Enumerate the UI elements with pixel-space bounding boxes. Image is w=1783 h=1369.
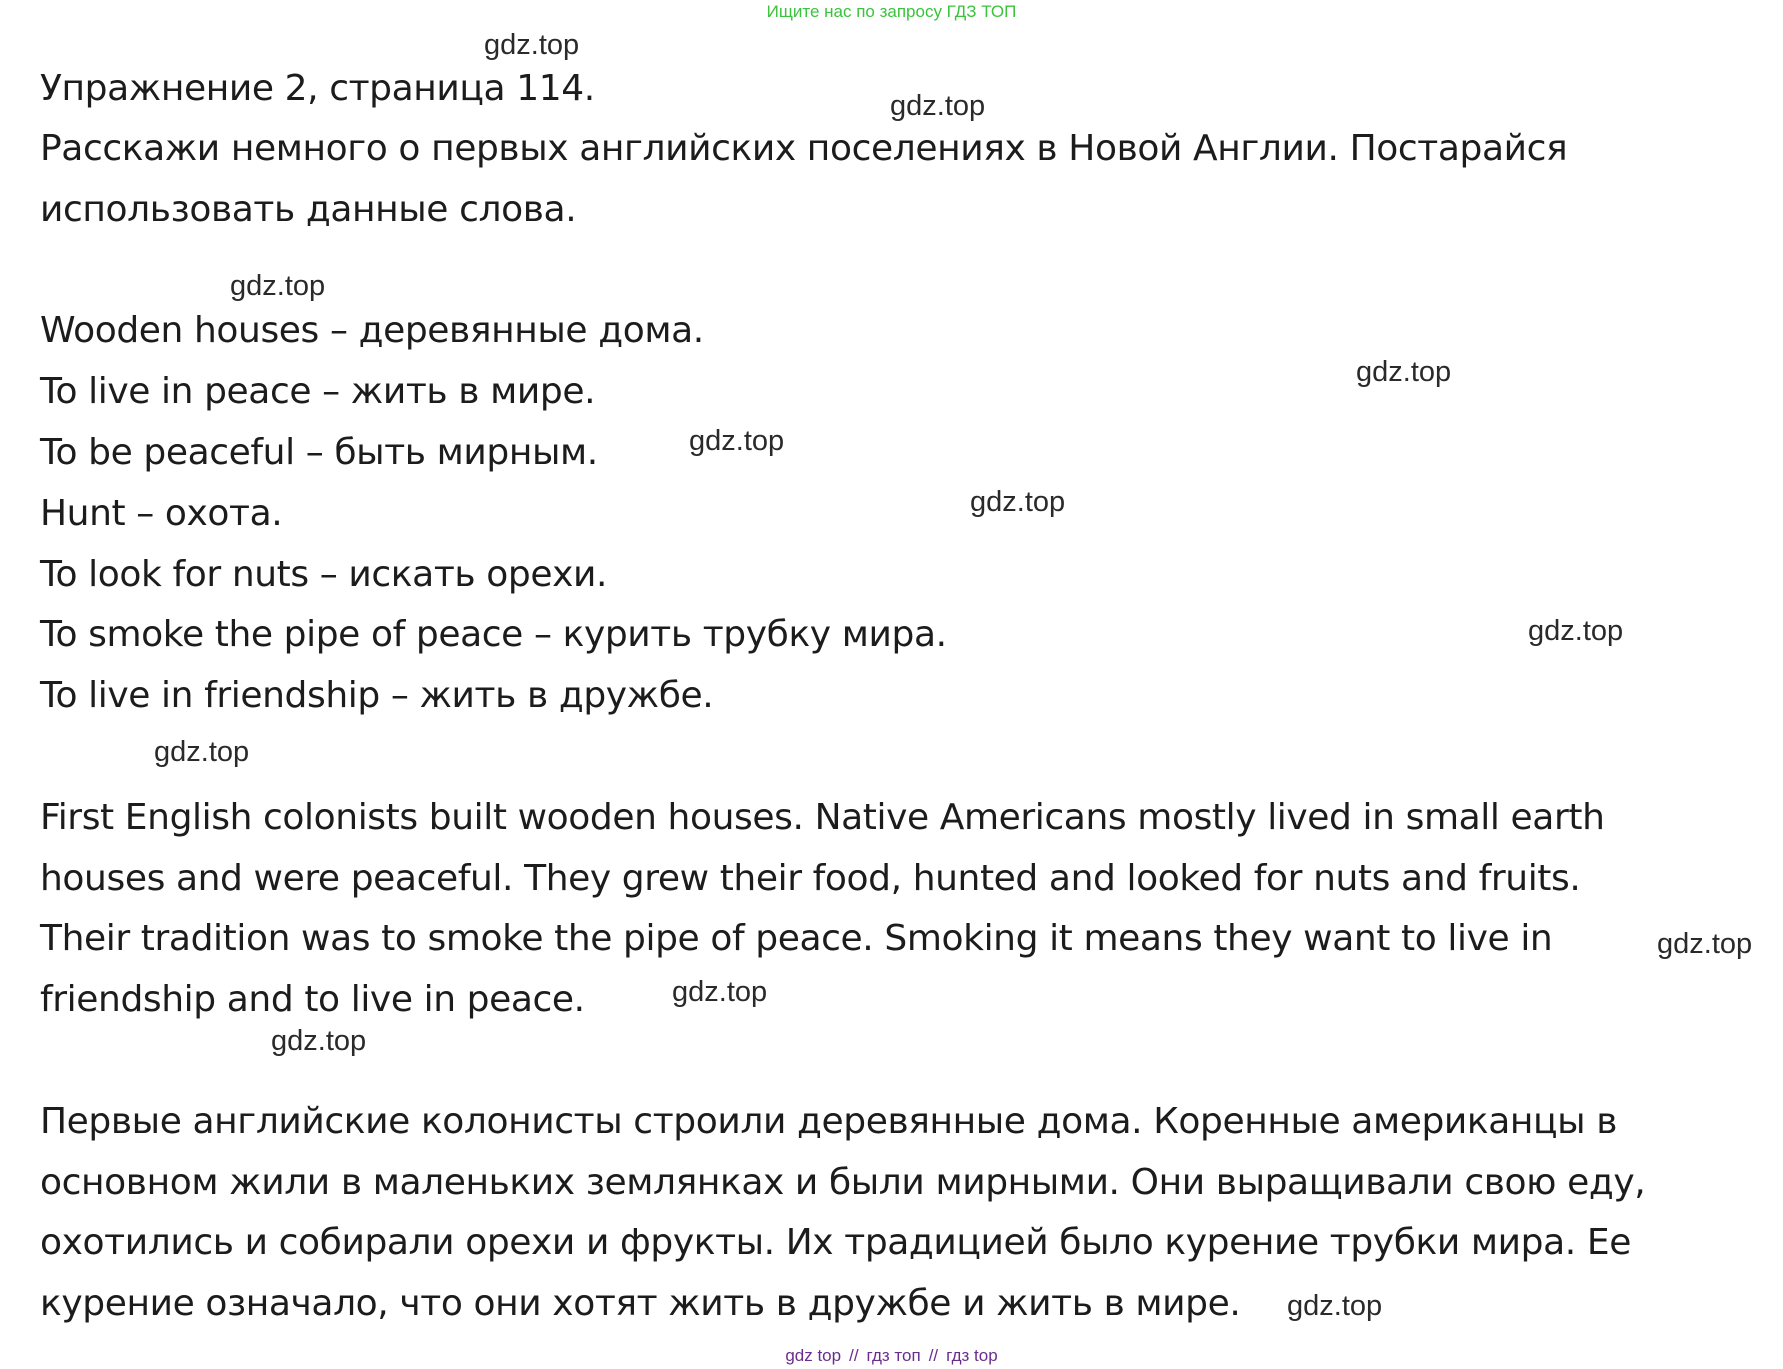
footer-link[interactable]: гдз top xyxy=(946,1346,998,1365)
footer-separator: // xyxy=(849,1346,859,1365)
vocab-item: To smoke the pipe of peace – курить трубку мира. xyxy=(40,614,947,655)
russian-text-line: курение означало, что они хотят жить в дружбе и жить в мире. xyxy=(40,1283,1241,1324)
vocab-item: Hunt – охота. xyxy=(40,493,283,534)
vocab-item: To live in friendship – жить в дружбе. xyxy=(40,675,714,716)
footer-separator: // xyxy=(928,1346,939,1365)
watermark: gdz.top xyxy=(672,976,768,1008)
footer-link[interactable]: гдз топ xyxy=(866,1346,921,1365)
watermark: gdz.top xyxy=(689,425,785,457)
top-banner: Ищите нас по запросу ГДЗ ТОП xyxy=(766,2,1017,21)
vocab-item: Wooden houses – деревянные дома. xyxy=(40,310,704,351)
watermark: gdz.top xyxy=(1287,1290,1383,1322)
english-text-line: friendship and to live in peace. xyxy=(40,979,585,1020)
vocab-item: To live in peace – жить в мире. xyxy=(40,371,596,412)
footer-links xyxy=(0,1346,1783,1366)
watermark: gdz.top xyxy=(1356,356,1452,388)
watermark: gdz.top xyxy=(230,270,326,302)
watermark: gdz.top xyxy=(1657,928,1753,960)
vocab-item: To look for nuts – искать орехи. xyxy=(40,554,608,595)
russian-text-line: Первые английские колонисты строили деревянные дома. Коренные американцы в xyxy=(40,1101,1618,1142)
russian-text-line: основном жили в маленьких землянках и были мирными. Они выращивали свою еду, xyxy=(40,1162,1646,1203)
watermark: gdz.top xyxy=(890,90,986,122)
english-text-line: First English colonists built wooden houses. Native Americans mostly lived in small earth xyxy=(40,797,1605,838)
page-heading: Упражнение 2, страница 114. xyxy=(40,68,595,109)
vocab-item: To be peaceful – быть мирным. xyxy=(40,432,598,473)
watermark: gdz.top xyxy=(970,486,1066,518)
watermark: gdz.top xyxy=(154,736,250,768)
english-text-line: Their tradition was to smoke the pipe of peace. Smoking it means they want to live in xyxy=(40,918,1553,959)
russian-text-line: охотились и собирали орехи и фрукты. Их традицией было курение трубки мира. Ее xyxy=(40,1222,1631,1263)
watermark: gdz.top xyxy=(271,1025,367,1057)
english-text-line: houses and were peaceful. They grew their food, hunted and looked for nuts and fruits. xyxy=(40,858,1581,899)
task-line: Расскажи немного о первых английских поселениях в Новой Англии. Постарайся xyxy=(40,128,1568,169)
watermark: gdz.top xyxy=(484,29,580,61)
watermark: gdz.top xyxy=(1528,615,1624,647)
task-line: использовать данные слова. xyxy=(40,189,577,230)
footer-link[interactable]: gdz top xyxy=(785,1346,842,1365)
